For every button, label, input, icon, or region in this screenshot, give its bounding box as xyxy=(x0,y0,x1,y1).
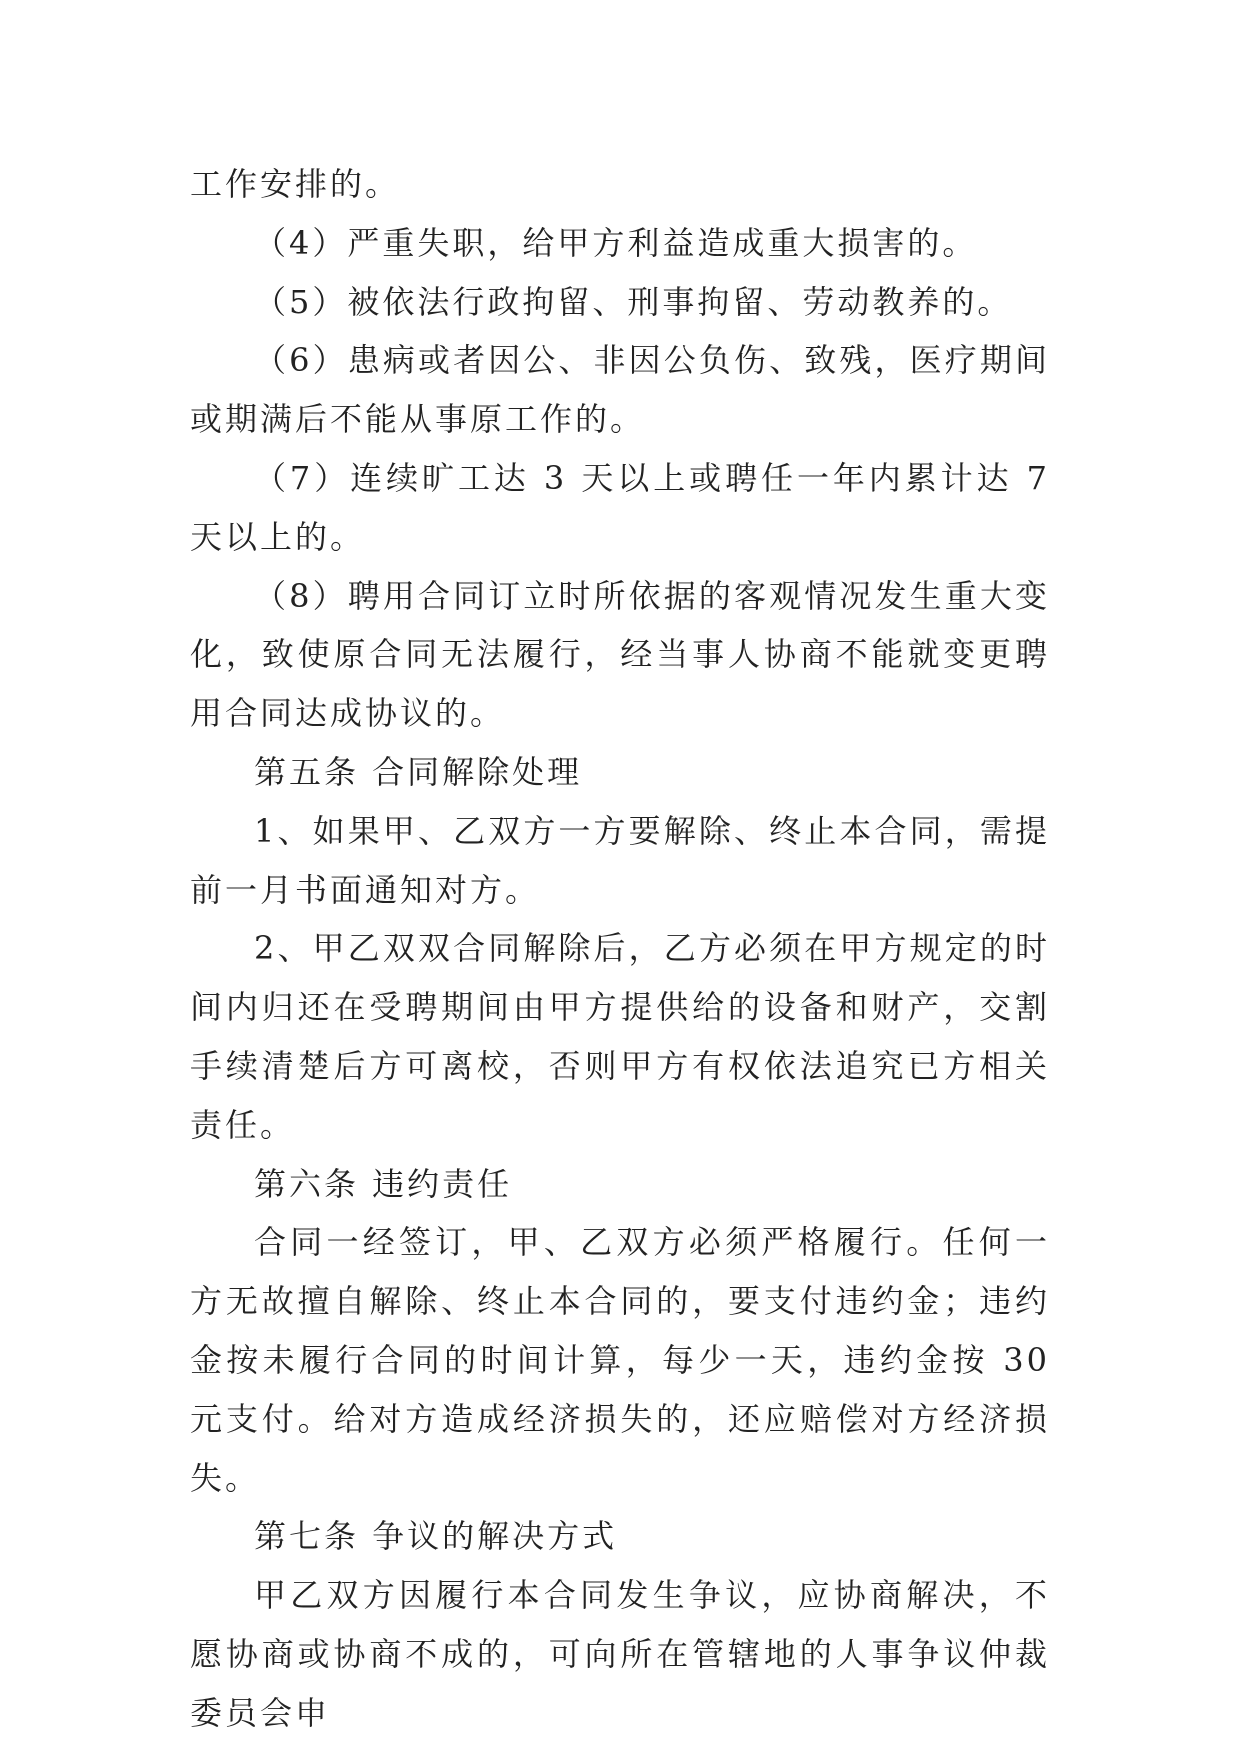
document-body xyxy=(190,155,1050,1743)
clause-item-7: （7）连续旷工达 3 天以上或聘任一年内累计达 7 天以上的。 xyxy=(190,458,1050,556)
paragraph-continuation: 工作安排的。 xyxy=(190,165,401,203)
article-7-body: 甲乙双方因履行本合同发生争议，应协商解决，不愿协商或协商不成的，可向所在管辖地的人事争议仲裁委员会申 xyxy=(190,1576,1050,1732)
article-6-body: 合同一经签订，甲、乙双方必须严格履行。任何一方无故擅自解除、终止本合同的，要支付违约金；违约金按未履行合同的时间计算，每少一天，违约金按 30 元支付。给对方造成经济损失的，还应赔偿对方经济损失。 xyxy=(190,1223,1050,1497)
clause-item-5: （5）被依法行政拘留、刑事拘留、劳动教养的。 xyxy=(254,282,1013,321)
article-5-item-1: 1、如果甲、乙双方一方要解除、终止本合同，需提前一月书面通知对方。 xyxy=(190,811,1050,909)
clause-item-4: （4）严重失职，给甲方利益造成重大损害的。 xyxy=(254,223,978,262)
article-7-heading: 第七条 争议的解决方式 xyxy=(254,1517,618,1556)
clause-item-8: （8）聘用合同订立时所依据的客观情况发生重大变化，致使原合同无法履行，经当事人协商不能就变更聘用合同达成协议的。 xyxy=(190,576,1050,733)
article-6-heading: 第六条 违约责任 xyxy=(254,1164,513,1203)
clause-item-6: （6）患病或者因公、非因公负伤、致残，医疗期间或期满后不能从事原工作的。 xyxy=(190,341,1050,439)
article-5-heading: 第五条 合同解除处理 xyxy=(254,752,583,791)
article-5-item-2: 2、甲乙双双合同解除后，乙方必须在甲方规定的时间内归还在受聘期间由甲方提供给的设备和财产，交割手续清楚后方可离校，否则甲方有权依法追究已方相关责任。 xyxy=(190,929,1050,1144)
